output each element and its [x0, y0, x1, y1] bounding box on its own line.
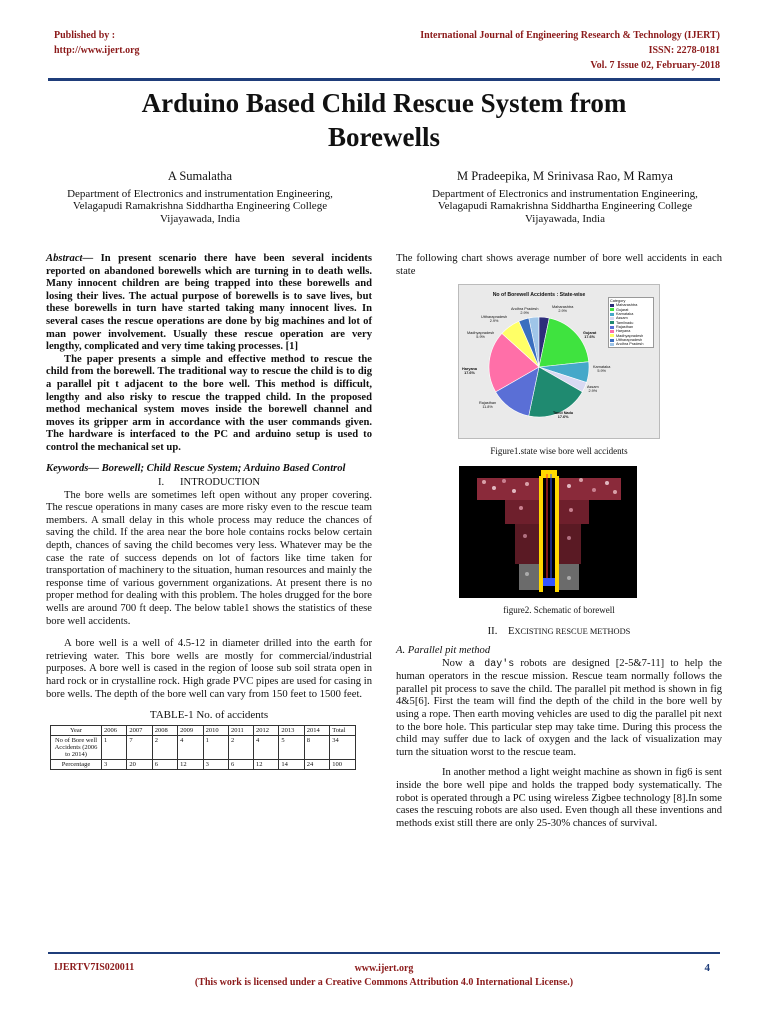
table-cell: 12 — [178, 759, 203, 769]
journal-volume: Vol. 7 Issue 02, February-2018 — [590, 60, 720, 71]
slice-label-uttharapradesh: Uttharapradesh 2.9% — [481, 315, 508, 324]
chart-legend — [608, 297, 654, 348]
legend-label: Assam — [616, 316, 628, 321]
section-intro-num: I. — [157, 477, 165, 489]
table-year-cell: 2012 — [254, 725, 279, 735]
table-cell: 6 — [228, 759, 253, 769]
table-cell: 20 — [127, 759, 152, 769]
figure2-caption: figure2. Schematic of borewell — [503, 604, 615, 615]
legend-swatch — [610, 326, 614, 329]
table-cell: 4 — [178, 735, 203, 759]
legend-swatch — [610, 343, 614, 346]
table-row-label: Percentage — [51, 759, 102, 769]
top-mechanism — [541, 470, 557, 478]
header-rule — [48, 78, 720, 81]
footer-center — [0, 962, 768, 990]
table-cell: 8 — [304, 735, 329, 759]
legend-label: Gujarat — [616, 307, 629, 312]
slice-label-andhra: Andhra Pradesh 2.9% — [511, 307, 539, 316]
accidents-table — [50, 725, 356, 770]
table-year-cell: 2008 — [152, 725, 177, 735]
title-line-1: Arduino Based Child Rescue System from — [141, 88, 627, 118]
legend-swatch — [610, 313, 614, 316]
gripper-arm — [543, 578, 555, 586]
legend-entry — [610, 342, 652, 346]
journal-issn: ISSN: 2278-0181 — [648, 45, 720, 56]
header-left — [54, 28, 140, 58]
header-right — [420, 28, 720, 73]
table-cell: 34 — [330, 735, 356, 759]
abstract-dash: — — [82, 253, 101, 264]
table-row — [51, 735, 356, 759]
table-cell: 3 — [102, 759, 127, 769]
table-cell: 6 — [152, 759, 177, 769]
author-city: Vijayawada, India — [160, 212, 240, 225]
left-column — [46, 253, 372, 770]
mono-phrase: a day's — [468, 658, 515, 670]
footer-page-number: 4 — [704, 962, 710, 974]
table-row — [51, 725, 356, 735]
intro-paragraph-1: The bore wells are sometimes left open without any proper covering. The rescue operations in many cases are more risky even to the rescue team members. A small delay in this whole process may reduce the chances of saving the child. If the area near the bore hole contains rocks below certain depth, chances of saving the child becomes very less. Whatever may be the case the rate of success depends on lot of factors like time taken for transportation of machinery to the situation, human resources and mainly the response time of various government organizations. At present there is no proper method for dealing with this problem. The holes drugged for the bore wells are around 700 ft deep. The below table1 shows the statistics of these bore well accidents. — [46, 489, 372, 627]
author-block-2 — [390, 170, 740, 225]
table-header-cell: Year — [51, 725, 102, 735]
section-2-title: XCISTING RESCUE METHODS — [514, 627, 631, 637]
section-2-cap: E — [507, 626, 515, 638]
slice-label-tamilnadu: Tamil Nadu 17.6% — [553, 411, 574, 420]
abstract-label: Abstract — [46, 253, 83, 264]
legend-swatch — [610, 330, 614, 333]
published-by: Published by : — [54, 30, 116, 41]
legend-label: Madhyapradesh — [616, 333, 644, 338]
borewell-schematic — [459, 466, 637, 598]
table-cell: 3 — [203, 759, 228, 769]
keywords-text: Borewell; Child Rescue System; Arduino Based Control — [98, 462, 346, 474]
table-cell: 2 — [228, 735, 253, 759]
right-column — [396, 253, 722, 830]
table-cell: 5 — [279, 735, 304, 759]
journal-name: International Journal of Engineering Research & Technology (IJERT) — [420, 30, 720, 41]
pipe-wall-left — [539, 476, 543, 592]
legend-label: Tamilnadu — [616, 320, 634, 325]
author-block-1 — [30, 170, 370, 225]
author-name: M Pradeepika, M Srinivasa Rao, M Ramya — [457, 169, 673, 183]
figure1-caption: Figure1.state wise bore well accidents — [490, 446, 628, 457]
section-2-heading — [396, 626, 722, 639]
legend-label: Rajasthan — [616, 324, 634, 329]
author-college: Velagapudi Ramakrishna Siddhartha Engineering College — [437, 200, 693, 212]
table-year-cell: 2010 — [203, 725, 228, 735]
legend-label: Uttharapradesh — [616, 337, 643, 342]
chart-intro: The following chart shows average number of bore well accidents in each state — [396, 253, 722, 277]
slice-label-haryana: Haryana 17.6% — [462, 367, 477, 376]
slice-label-karnataka: Karnataka 5.9% — [593, 365, 611, 374]
author-city: Vijayawada, India — [525, 212, 605, 225]
table-cell: 12 — [254, 759, 279, 769]
author-dept: Department of Electronics and instrumentation Engineering, — [67, 187, 333, 200]
legend-label: Maharashtra — [616, 303, 638, 308]
abstract-p2: The paper presents a simple and effective method to rescue the child from the borewell. The traditional way to rescue the child is to dig a parallel pit t adjacent to the bore well. This method is difficult, lengthy and also risky to rescue the trapped child. In the proposed method mechanical system moves inside the borewell channel and moves its gripper arm in accordance with the user commands given. The hardware is interfaced to the PC and arduino setup is used to control the mechanical set up. — [46, 353, 372, 453]
table-year-cell: 2011 — [228, 725, 253, 735]
footer-url[interactable]: www.ijert.org — [354, 963, 414, 974]
footer-rule — [48, 952, 720, 954]
title-line-2: Borewells — [328, 122, 440, 152]
legend-swatch — [610, 339, 614, 342]
section-intro-heading — [46, 477, 372, 490]
table-cell: 7 — [127, 735, 152, 759]
pie-chart-figure — [458, 284, 660, 439]
slice-label-madhyapradesh: Madhyapradesh 5.9% — [467, 331, 495, 340]
pipe-wall-right — [555, 476, 559, 592]
section-intro-title: INTRODUCTION — [180, 477, 261, 489]
table-cell: 100 — [330, 759, 356, 769]
robot-method-paragraph: In another method a light weight machine as shown in fig6 is sent inside the bore well pipe and holds the trapped body systematically. The robot is operated through a PC using wireless Zigbee technology [8].In some cases the rescuing robots are also used. Even though all these inventions and methods exist still there are only 25-30% chances of survival. — [396, 767, 722, 829]
section-2-num: II. — [487, 626, 498, 638]
subsection-a-heading: A. Parallel pit method — [396, 644, 491, 656]
legend-label: Karnataka — [616, 312, 634, 317]
table-cell: 1 — [203, 735, 228, 759]
intro-paragraph-2: A bore well is a well of 4.5-12 in diameter drilled into the earth for retrieving water. This bore wells are mostly for commercial/industrial purposes. A bore well is cased in the region of loose sub soil strata open in hard rock or in crystalline rock. High grade PVC pipes are used for casing in bore wells. The depth of the bore well can vary from 150 feet to 1500 feet. — [46, 638, 372, 700]
table-year-cell: 2007 — [127, 725, 152, 735]
legend-label: Andhra Pradesh — [616, 342, 644, 347]
abstract-p1 — [46, 253, 372, 354]
chart-title: No of Borewell Accidents : State-wise — [492, 292, 586, 299]
slice-label-assam: Assam 2.9% — [587, 385, 599, 394]
footer-paper-code: IJERTV7IS020011 — [54, 962, 135, 973]
table-cell: 2 — [152, 735, 177, 759]
author-college: Velagapudi Ramakrishna Siddhartha Engineering College — [72, 200, 328, 212]
footer-license: (This work is licensed under a Creative Commons Attribution 4.0 International License.) — [194, 977, 574, 988]
table-row — [51, 759, 356, 769]
table-cell: 4 — [254, 735, 279, 759]
author-name: A Sumalatha — [167, 169, 233, 183]
legend-title: Category — [610, 299, 626, 304]
table-year-cell: Total — [330, 725, 356, 735]
legend-swatch — [610, 317, 614, 320]
table-cell: 1 — [102, 735, 127, 759]
slice-label-rajasthan: Rajasthan 11.8% — [479, 401, 497, 410]
keywords-label: Keywords— — [46, 462, 99, 474]
legend-swatch — [610, 321, 614, 324]
table-row-label: No of Bore well Accidents (2006 to 2014) — [51, 735, 102, 759]
table-year-cell: 2009 — [178, 725, 203, 735]
table-caption: TABLE-1 No. of accidents — [149, 709, 269, 722]
paragraph-rest: robots are designed [2-5&7-11] to help the human operators in the rescue mission. Rescue team normally follows the parallel pit process to save the child. The parallel pit method is shown in fig 4&5[6]. First the team will find the depth of the child in the bore well by using a rope. Then earth moving vehicles are used to dig the parallel pit next to the bore hole. This particular step may take time. During this process the child may suffer due to lack of oxygen and the lack of visualization may turn the situation worst to the rescue team. — [396, 657, 722, 758]
legend-swatch — [610, 334, 614, 337]
table-year-cell: 2014 — [304, 725, 329, 735]
table-cell: 14 — [279, 759, 304, 769]
table-cell: 24 — [304, 759, 329, 769]
slice-label-maharashtra: Maharashtra 2.9% — [552, 305, 574, 314]
author-dept: Department of Electronics and instrumentation Engineering, — [432, 187, 698, 200]
parallel-pit-paragraph — [396, 658, 722, 760]
borewell-schematic-drawing — [459, 466, 637, 598]
paragraph-start: Now — [442, 657, 469, 669]
legend-label: Haryana — [616, 329, 631, 334]
abstract-text-1: In present scenario there have been several incidents reported on abandoned borewells which are turning in to death wells. Many innocent children are being trapped into these borewells and losing their lives. The actual purpose of borewells is to save lives, but these borewells in turn have started taking many innocent lives. In several cases the rescue operations are done by big machines and lot of man power involvement. Usually these rescue operation are very lengthy, complicated and very time taking processes. [1] — [46, 253, 372, 353]
table-year-cell: 2006 — [102, 725, 127, 735]
legend-swatch — [610, 308, 614, 311]
legend-swatch — [610, 304, 614, 307]
table-year-cell: 2013 — [279, 725, 304, 735]
keywords — [46, 463, 372, 476]
slice-label-gujarat: Gujarat 17.6% — [583, 331, 597, 340]
paper-title — [40, 86, 728, 154]
journal-url[interactable]: http://www.ijert.org — [54, 45, 140, 56]
